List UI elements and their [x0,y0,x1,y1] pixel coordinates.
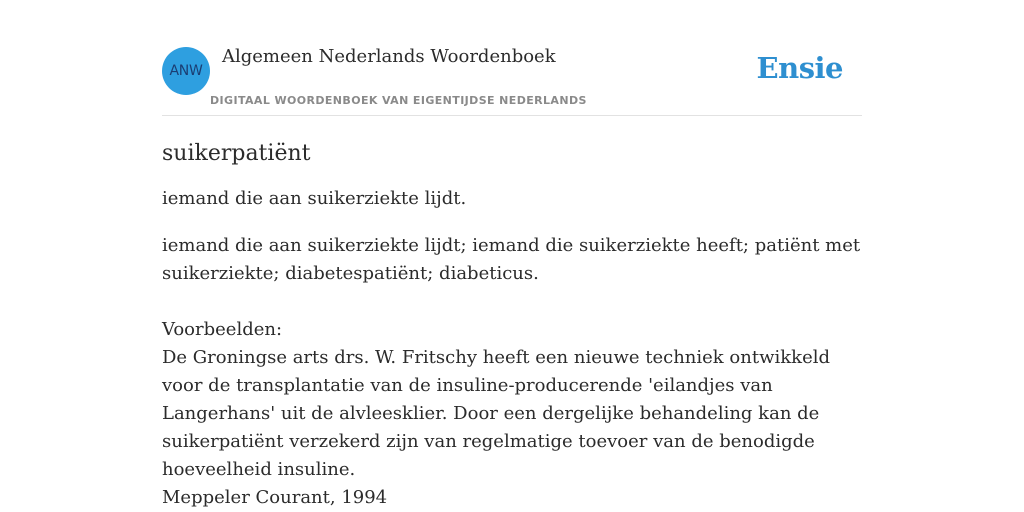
header-divider [162,115,862,116]
long-definition: iemand die aan suikerziekte lijdt; iemand die suikerziekte heeft; patiënt met suikerziekte; diabetespatiënt; diabeticus. [162,235,861,284]
site-subtitle: DIGITAAL WOORDENBOEK VAN EIGENTIJDSE NEDERLANDS [210,94,587,107]
example-source: Meppeler Courant, 1994 [162,487,388,508]
anw-logo [162,47,210,95]
spacer [162,288,867,316]
examples-label: Voorbeelden: [162,319,283,340]
example-text: De Groningse arts drs. W. Fritschy heeft een nieuwe techniek ontwikkeld voor de transplantatie van de insuline-producerende 'eilandjes van Langerhans' uit de alvleesklier. Door een dergelijke behandeling kan de suikerpatiënt verzekerd zijn van regelmatige toevoer van de benodigde hoeveelheid insuline. [162,347,830,480]
entry-headword: suikerpatiënt [162,141,311,166]
short-definition: iemand die aan suikerziekte lijdt. [162,188,467,209]
entry-content [162,138,867,512]
site-title: Algemeen Nederlands Woordenboek [222,46,556,67]
ensie-brand-link[interactable]: Ensie [756,51,843,85]
anw-logo-text: ANW [169,63,203,79]
